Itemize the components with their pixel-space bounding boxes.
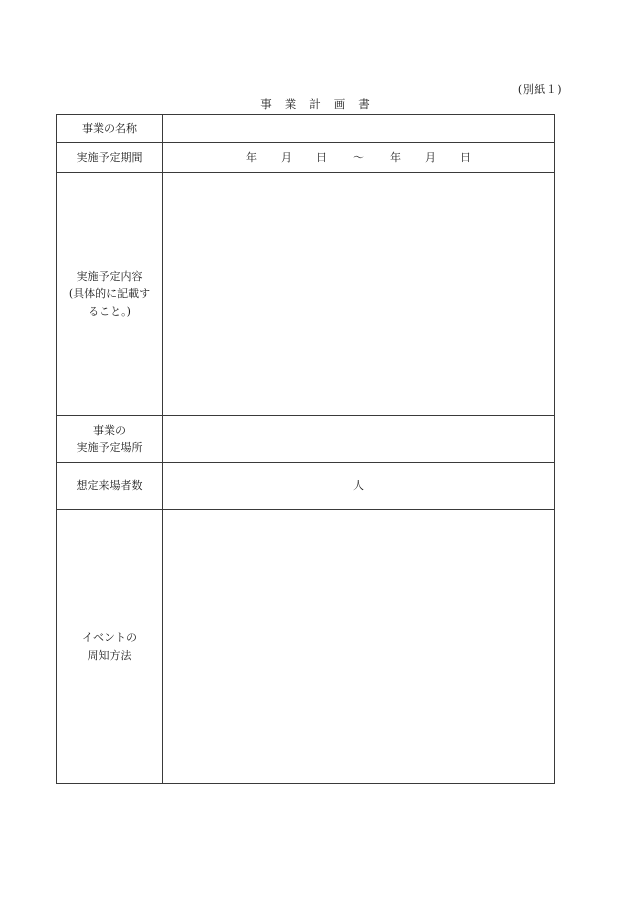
label-visitors [57,463,163,510]
start-month-unit: 月 [281,150,292,164]
label-line: 事業の [93,423,126,437]
label-line: 実施予定場所 [76,441,143,454]
row-promotion [57,510,555,784]
end-day-unit: 日 [460,150,471,164]
label-line: 想定来場者数 [76,479,143,493]
period-separator: 〜 [353,150,364,164]
field-location[interactable] [163,416,555,463]
start-day-unit: 日 [316,150,327,164]
label-line: ること。) [88,304,131,318]
field-content[interactable] [163,173,555,416]
row-visitors [57,463,555,510]
label-project-name [57,115,163,143]
label-line: 事業の名称 [82,121,137,135]
end-month-unit: 月 [425,150,436,164]
label-content [57,173,163,416]
row-project-name [57,115,555,143]
field-project-name[interactable] [163,115,555,143]
label-line: (具体的に記載す [68,287,151,301]
period-fields [163,149,554,166]
label-line: イベントの [82,631,137,645]
label-period [57,143,163,173]
label-location [57,416,163,463]
label-line: 実施予定内容 [76,270,143,284]
start-year-unit: 年 [246,150,257,164]
row-content [57,173,555,416]
field-visitors[interactable] [163,463,555,510]
end-year-unit: 年 [390,150,401,164]
field-promotion[interactable] [163,510,555,784]
attachment-label: (別紙１) [517,83,562,96]
label-line: 実施予定期間 [76,150,143,164]
field-period[interactable] [163,143,555,173]
visitors-unit: 人 [353,479,364,493]
label-promotion [57,510,163,784]
label-line: 周知方法 [87,648,132,662]
plan-table [56,114,555,784]
document-title: 事業計画書 [260,97,383,111]
row-location [57,416,555,463]
row-period [57,143,555,173]
